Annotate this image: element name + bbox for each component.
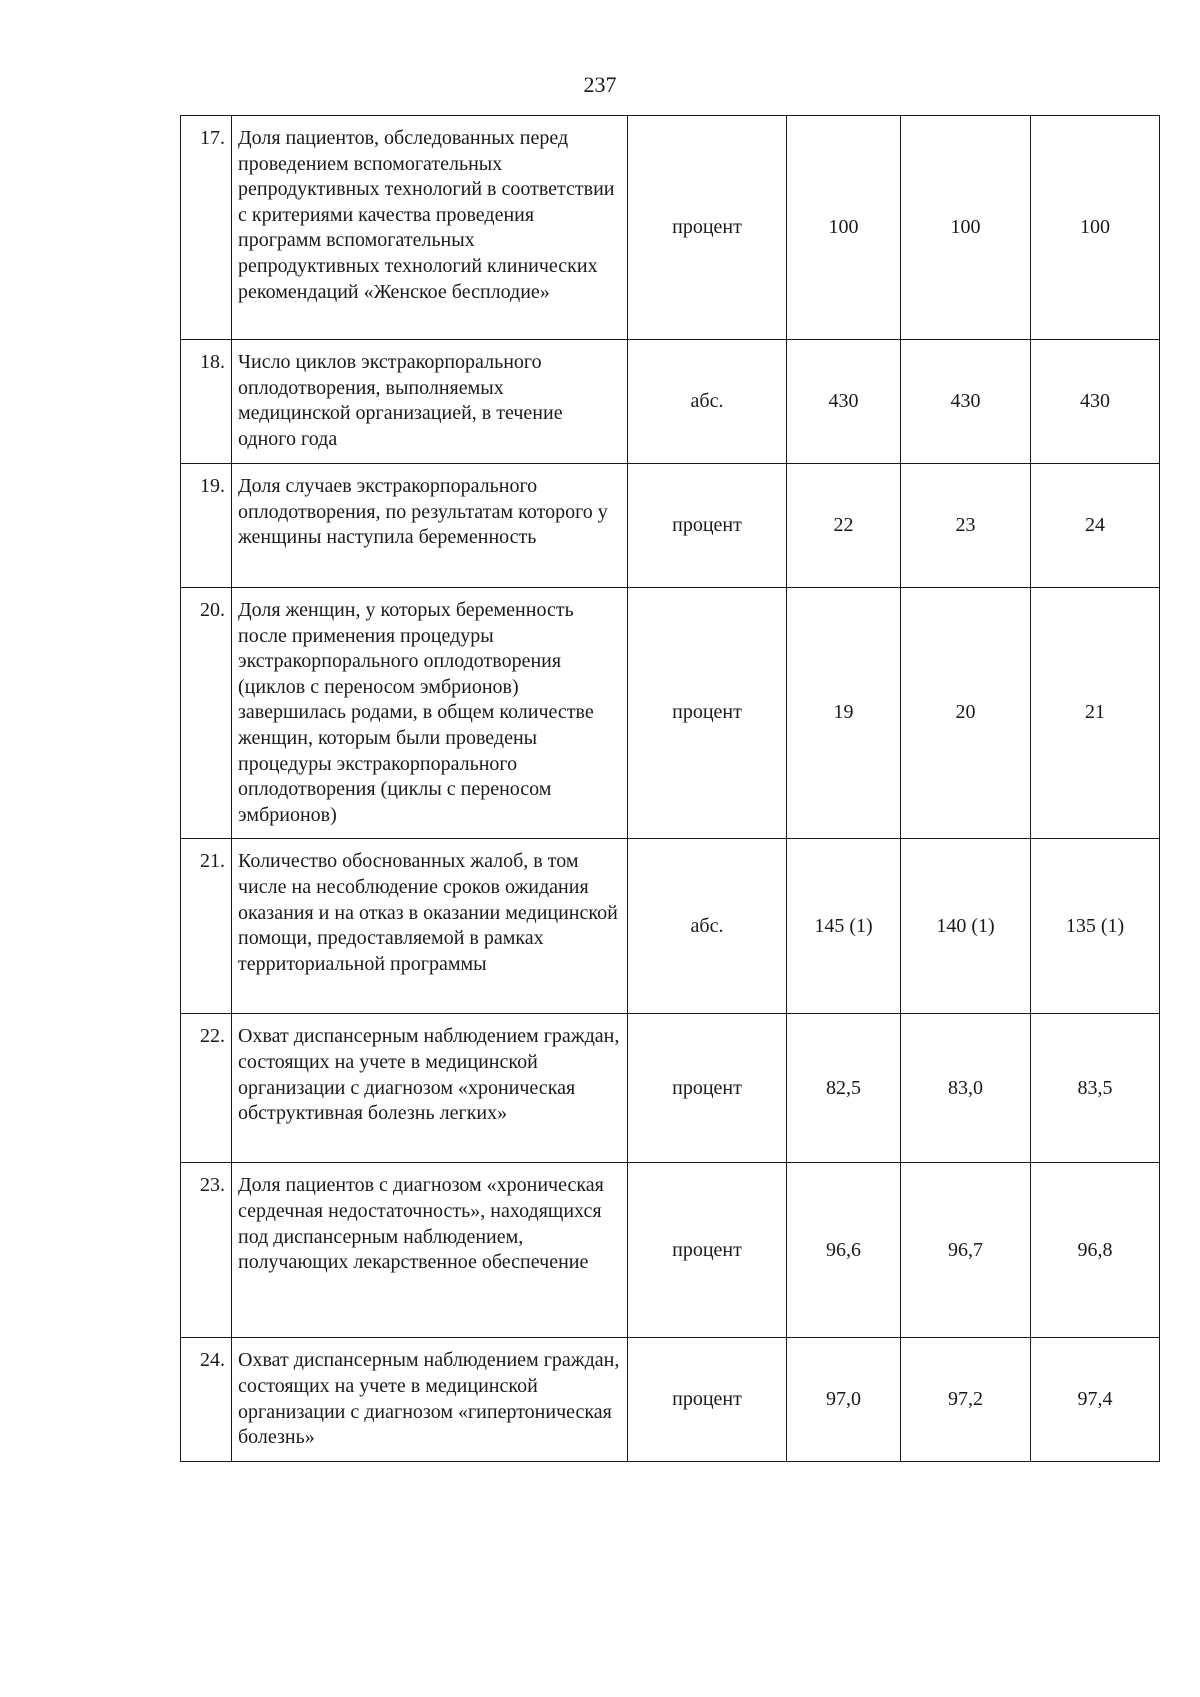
value-cell: 430 — [1031, 340, 1160, 464]
value-cell: 96,6 — [787, 1163, 901, 1338]
criterion-name — [232, 116, 628, 340]
criterion-name — [232, 464, 628, 588]
criterion-name — [232, 1014, 628, 1163]
criterion-name-text: Количество обоснованных жалоб, в том числе на несоблюдение сроков ожидания оказания и на отказ в оказании медицинской помощи, предоставляемой в рамках территориальной программы — [238, 850, 618, 975]
row-number: 24. — [181, 1338, 232, 1462]
value-cell: 97,2 — [901, 1338, 1031, 1462]
value-cell: 430 — [901, 340, 1031, 464]
value-cell: 83,5 — [1031, 1014, 1160, 1163]
unit-cell: процент — [628, 464, 787, 588]
table-row — [181, 588, 1160, 839]
unit-cell: процент — [628, 1014, 787, 1163]
value-cell: 24 — [1031, 464, 1160, 588]
criterion-name — [232, 1338, 628, 1462]
value-cell: 20 — [901, 588, 1031, 839]
criteria-table — [180, 115, 1160, 1462]
value-cell: 96,7 — [901, 1163, 1031, 1338]
row-number: 17. — [181, 116, 232, 340]
table-row — [181, 1014, 1160, 1163]
unit-cell: процент — [628, 1163, 787, 1338]
unit-cell: абс. — [628, 839, 787, 1014]
value-cell: 140 (1) — [901, 839, 1031, 1014]
value-cell: 82,5 — [787, 1014, 901, 1163]
value-cell: 96,8 — [1031, 1163, 1160, 1338]
criterion-name — [232, 340, 628, 464]
table-row — [181, 1338, 1160, 1462]
value-cell: 97,4 — [1031, 1338, 1160, 1462]
criterion-name — [232, 839, 628, 1014]
value-cell: 22 — [787, 464, 901, 588]
criterion-name-text: Доля случаев экстракорпорального оплодотворения, по результатам которого у женщины наступила беременность — [238, 475, 608, 549]
value-cell: 430 — [787, 340, 901, 464]
table-row — [181, 839, 1160, 1014]
unit-cell: процент — [628, 116, 787, 340]
value-cell: 19 — [787, 588, 901, 839]
row-number: 20. — [181, 588, 232, 839]
row-number: 23. — [181, 1163, 232, 1338]
row-number: 18. — [181, 340, 232, 464]
value-cell: 83,0 — [901, 1014, 1031, 1163]
row-number: 21. — [181, 839, 232, 1014]
unit-cell: процент — [628, 588, 787, 839]
value-cell: 23 — [901, 464, 1031, 588]
criterion-name — [232, 588, 628, 839]
unit-cell: процент — [628, 1338, 787, 1462]
table-row — [181, 1163, 1160, 1338]
table-row — [181, 340, 1160, 464]
criterion-name-text: Число циклов экстракорпорального оплодотворения, выполняемых медицинской организацией, в течение одного года — [238, 351, 563, 450]
value-cell: 97,0 — [787, 1338, 901, 1462]
row-number: 19. — [181, 464, 232, 588]
value-cell: 100 — [901, 116, 1031, 340]
criterion-name — [232, 1163, 628, 1338]
value-cell: 100 — [787, 116, 901, 340]
page-number: 237 — [583, 72, 617, 97]
criterion-name-text: Охват диспансерным наблюдением граждан, состоящих на учете в медицинской организации с диагнозом «хроническая обструктивная болезнь легких» — [238, 1025, 620, 1125]
table-row — [181, 116, 1160, 340]
criterion-name-text: Доля женщин, у которых беременность после применения процедуры экстракорпорального оплодотворения (циклов с переносом эмбрионов) завершилась родами, в общем количестве женщин, которым были проведены процедуры экстракорпорального оплодотворения (циклы с переносом эмбрионов) — [238, 599, 594, 826]
criterion-name-text: Охват диспансерным наблюдением граждан, состоящих на учете в медицинской организации с диагнозом «гипертоническая болезнь» — [238, 1349, 620, 1449]
table-row — [181, 464, 1160, 588]
value-cell: 145 (1) — [787, 839, 901, 1014]
criterion-name-text: Доля пациентов, обследованных перед проведением вспомогательных репродуктивных технологий в соответствии с критериями качества проведения программ вспомогательных репродуктивных технологий клинических рекомендаций «Женское бесплодие» — [238, 127, 615, 303]
value-cell: 135 (1) — [1031, 839, 1160, 1014]
unit-cell: абс. — [628, 340, 787, 464]
row-number: 22. — [181, 1014, 232, 1163]
value-cell: 100 — [1031, 116, 1160, 340]
value-cell: 21 — [1031, 588, 1160, 839]
criterion-name-text: Доля пациентов с диагнозом «хроническая сердечная недостаточность», находящихся под диспансерным наблюдением, получающих лекарственное обеспечение — [238, 1174, 604, 1274]
